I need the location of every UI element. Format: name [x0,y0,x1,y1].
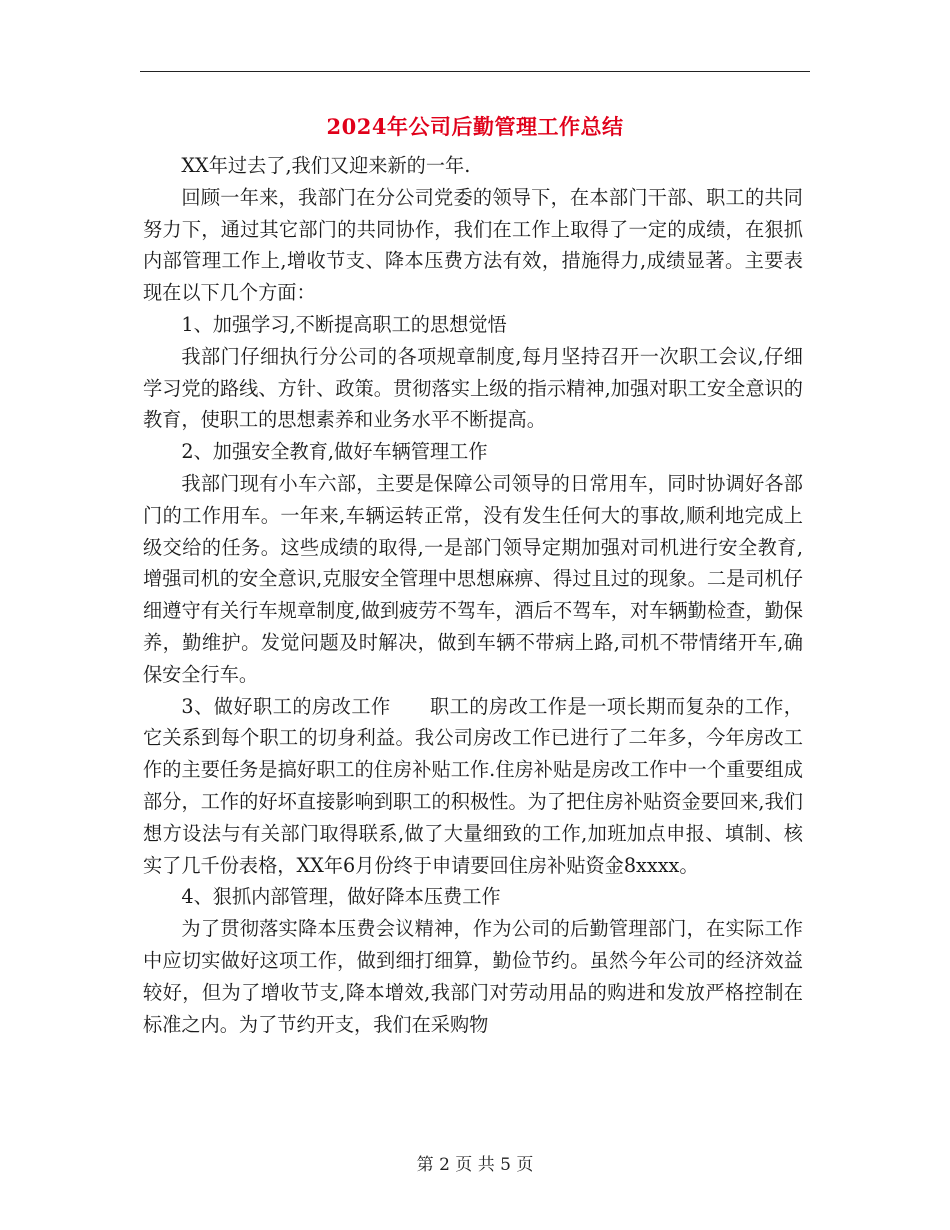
paragraph-section-1: 我部门仔细执行分公司的各项规章制度,每月坚持召开一次职工会议,仔细学习党的路线、方针、政策。贯彻落实上级的指示精神,加强对职工安全意识的教育，使职工的思想素养和业务水平不断提高。 [143,344,803,432]
paragraph-section-2: 我部门现有小车六部，主要是保障公司领导的日常用车，同时协调好各部门的工作用车。一年来,车辆运转正常，没有发生任何大的事故,顺利地完成上级交给的任务。这些成绩的取得,一是部门领导定期加强对司机进行安全教育,增强司机的安全意识,克服安全管理中思想麻痹、得过且过的现象。二是司机仔细遵守有关行车规章制度,做到疲劳不驾车，酒后不驾车，对车辆勤检查，勤保养，勤维护。发觉问题及时解决，做到车辆不带病上路,司机不带情绪开车,确保安全行车。 [143,471,803,686]
section-heading-1: 1、加强学习,不断提高职工的思想觉悟 [181,312,507,336]
page-number: 第 2 页 共 5 页 [416,1155,534,1175]
document-title: 2024年公司后勤管理工作总结 [326,114,624,139]
section-heading-2: 2、加强安全教育,做好车辆管理工作 [181,440,488,464]
paragraph-section-4: 为了贯彻落实降本压费会议精神，作为公司的后勤管理部门，在实际工作中应切实做好这项工作，做到细打细算，勤俭节约。虽然今年公司的经济效益较好，但为了增收节支,降本增效,我部门对劳动用品的购进和发放严格控制在标准之内。为了节约开支，我们在采购物 [143,917,803,1036]
paragraph-review: 回顾一年来，我部门在分公司党委的领导下，在本部门干部、职工的共同努力下，通过其它部门的共同协作，我们在工作上取得了一定的成绩，在狠抓内部管理工作上,增收节支、降本压费方法有效，措施得力,成绩显著。主要表现在以下几个方面： [143,185,803,305]
document-body [143,150,803,1040]
paragraph-intro: XX年过去了,我们又迎来新的一年. [181,154,471,177]
paragraph-section-3: 3、做好职工的房改工作 职工的房改工作是一项长期而复杂的工作，它关系到每个职工的切身利益。我公司房改工作已进行了二年多，今年房改工作的主要任务是搞好职工的住房补贴工作.住房补贴是房改工作中一个重要组成部分，工作的好坏直接影响到职工的积极性。为了把住房补贴资金要回来,我们想方设法与有关部门取得联系,做了大量细致的工作,加班加点申报、填制、核实了几千份表格，XX年6月份终于申请要回住房补贴资金8xxxx。 [143,694,803,877]
section-heading-4: 4、狠抓内部管理，做好降本压费工作 [181,885,501,909]
header-rule [140,71,810,72]
